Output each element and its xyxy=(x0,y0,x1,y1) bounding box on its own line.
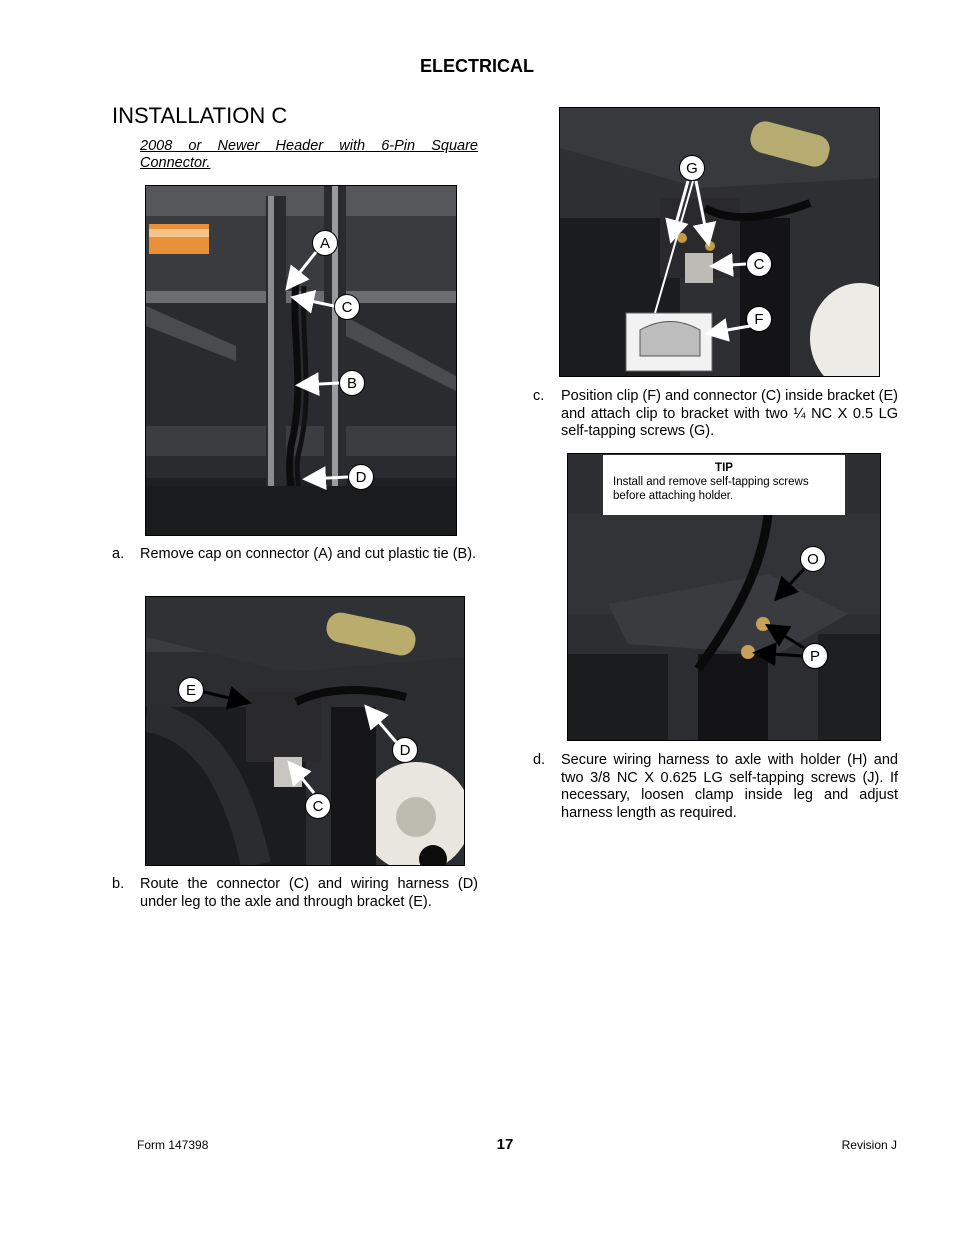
step-a-text: Remove cap on connector (A) and cut plastic tie (B). xyxy=(140,546,477,562)
callout-c: C xyxy=(334,294,360,320)
step-b xyxy=(112,876,478,916)
callout-b: B xyxy=(339,370,365,396)
page-number: 17 xyxy=(496,1136,514,1153)
callout-d: D xyxy=(392,737,418,763)
step-c-text: Position clip (F) and connector (C) inside bracket (E) and attach clip to bracket with two ¼ NC X 0.5 LG self-tapping screws (G). xyxy=(561,388,898,439)
callout-o: O xyxy=(800,546,826,572)
figure-2-photo xyxy=(145,596,465,866)
callout-c: C xyxy=(746,251,772,277)
step-a xyxy=(112,546,478,586)
step-b-letter: b. xyxy=(112,876,125,892)
step-a-letter: a. xyxy=(112,546,125,562)
callout-e: E xyxy=(178,677,204,703)
step-c xyxy=(533,388,898,448)
callout-f: F xyxy=(746,306,772,332)
section-header: ELECTRICAL xyxy=(420,56,534,76)
step-d-letter: d. xyxy=(533,752,546,768)
step-d xyxy=(533,752,898,832)
figure-3-photo xyxy=(559,107,880,377)
callout-c: C xyxy=(305,793,331,819)
tip-line-2: before attaching holder. xyxy=(613,490,734,502)
callout-a: A xyxy=(312,230,338,256)
figure-1-arrows xyxy=(146,186,456,535)
figure-3-arrows xyxy=(560,108,879,376)
footer-form: Form 147398 xyxy=(137,1138,209,1152)
callout-g: G xyxy=(679,155,705,181)
figure-4-photo xyxy=(567,453,881,741)
callout-d: D xyxy=(348,464,374,490)
step-b-text: Route the connector (C) and wiring harness (D) under leg to the axle and through bracket (E). xyxy=(140,876,478,910)
figure-4-arrows xyxy=(568,454,880,740)
subtitle-line-1: 2008 or Newer Header with 6-Pin Square xyxy=(140,138,478,154)
step-c-letter: c. xyxy=(533,388,545,404)
figure-1-photo xyxy=(145,185,457,536)
subtitle xyxy=(140,138,478,172)
step-d-text: Secure wiring harness to axle with holder (H) and two 3/8 NC X 0.625 LG self-tapping screws (J). If necessary, loosen clamp inside leg and adjust harness length as required. xyxy=(561,752,898,821)
page-title: INSTALLATION C xyxy=(112,103,288,128)
tip-line-1: Install and remove self-tapping screws xyxy=(613,476,809,488)
figure-2-arrows xyxy=(146,597,464,865)
footer-revision: Revision J xyxy=(841,1138,897,1152)
subtitle-line-2: Connector. xyxy=(140,155,211,171)
callout-p: P xyxy=(802,643,828,669)
tip-title: TIP xyxy=(715,462,733,474)
